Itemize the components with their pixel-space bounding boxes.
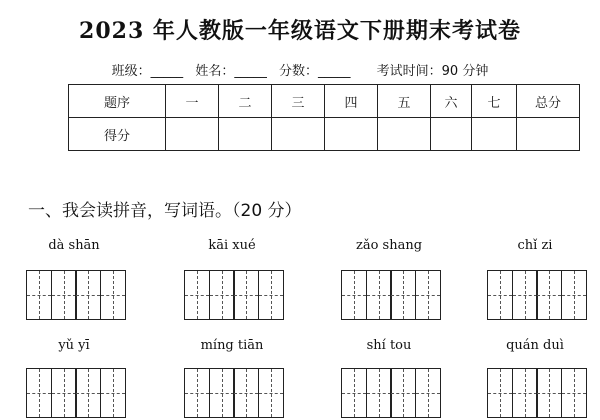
writing-grid[interactable] <box>184 368 284 418</box>
writing-grid[interactable] <box>487 368 587 418</box>
writing-cell[interactable] <box>233 270 259 320</box>
writing-grid[interactable] <box>487 270 587 320</box>
section-1-heading: 一、我会读拼音，写词语。（20 分） <box>28 201 302 221</box>
writing-cell[interactable] <box>366 270 392 320</box>
writing-cell[interactable] <box>209 368 235 418</box>
writing-cell[interactable] <box>487 368 513 418</box>
writing-cell[interactable] <box>26 270 52 320</box>
exam-title: 2023 年人教版一年级语文下册期末考试卷 <box>79 18 521 44</box>
writing-cell[interactable] <box>341 368 367 418</box>
writing-cell[interactable] <box>341 270 367 320</box>
score-cell[interactable] <box>517 118 580 151</box>
score-table-score-row <box>69 118 580 151</box>
writing-cell[interactable] <box>415 368 441 418</box>
writing-cell[interactable] <box>75 368 101 418</box>
pinyin-label: chǐ zi <box>517 238 553 253</box>
score-cell[interactable] <box>219 118 272 151</box>
score-cell[interactable] <box>431 118 472 151</box>
writing-cell[interactable] <box>390 270 416 320</box>
student-info-line <box>0 60 600 79</box>
writing-cell[interactable] <box>536 270 562 320</box>
writing-cell[interactable] <box>258 368 284 418</box>
header-cell: 五 <box>378 85 431 118</box>
score-row-label: 得分 <box>69 118 166 151</box>
pinyin-label: kāi xué <box>208 238 256 253</box>
writing-cell[interactable] <box>51 270 77 320</box>
writing-cell[interactable] <box>561 368 587 418</box>
writing-grid[interactable] <box>26 368 126 418</box>
writing-cell[interactable] <box>26 368 52 418</box>
score-cell[interactable] <box>378 118 431 151</box>
writing-cell[interactable] <box>561 270 587 320</box>
writing-grid[interactable] <box>184 270 284 320</box>
exam-time: 考试时间：90 分钟 <box>376 64 489 79</box>
score-cell[interactable] <box>272 118 325 151</box>
score-cell[interactable] <box>472 118 517 151</box>
header-cell: 题序 <box>69 85 166 118</box>
score-table <box>68 84 580 151</box>
header-cell: 总分 <box>517 85 580 118</box>
writing-cell[interactable] <box>184 368 210 418</box>
pinyin-label: dà shān <box>48 238 100 253</box>
writing-cell[interactable] <box>415 270 441 320</box>
writing-grid[interactable] <box>341 368 441 418</box>
score-cell[interactable] <box>166 118 219 151</box>
writing-grid[interactable] <box>26 270 126 320</box>
header-cell: 七 <box>472 85 517 118</box>
writing-cell[interactable] <box>536 368 562 418</box>
name-field[interactable]: 姓名：_____ <box>195 64 267 79</box>
score-table-header-row <box>69 85 580 118</box>
writing-cell[interactable] <box>258 270 284 320</box>
header-cell: 二 <box>219 85 272 118</box>
pinyin-label: shí tou <box>366 338 412 353</box>
pinyin-label: quán duì <box>506 338 564 353</box>
writing-cell[interactable] <box>233 368 259 418</box>
writing-cell[interactable] <box>51 368 77 418</box>
pinyin-label: míng tiān <box>200 338 264 353</box>
writing-cell[interactable] <box>184 270 210 320</box>
writing-cell[interactable] <box>390 368 416 418</box>
header-cell: 一 <box>166 85 219 118</box>
writing-grid[interactable] <box>341 270 441 320</box>
header-cell: 六 <box>431 85 472 118</box>
writing-cell[interactable] <box>209 270 235 320</box>
writing-cell[interactable] <box>100 368 126 418</box>
pinyin-label: zǎo shang <box>355 238 423 253</box>
writing-cell[interactable] <box>487 270 513 320</box>
writing-cell[interactable] <box>512 368 538 418</box>
writing-cell[interactable] <box>75 270 101 320</box>
header-cell: 三 <box>272 85 325 118</box>
writing-cell[interactable] <box>100 270 126 320</box>
score-field[interactable]: 分数：_____ <box>278 64 351 79</box>
class-field[interactable]: 班级：_____ <box>111 64 184 79</box>
header-cell: 四 <box>325 85 378 118</box>
writing-cell[interactable] <box>512 270 538 320</box>
score-cell[interactable] <box>325 118 378 151</box>
writing-cell[interactable] <box>366 368 392 418</box>
pinyin-label: yǔ yī <box>58 338 90 353</box>
